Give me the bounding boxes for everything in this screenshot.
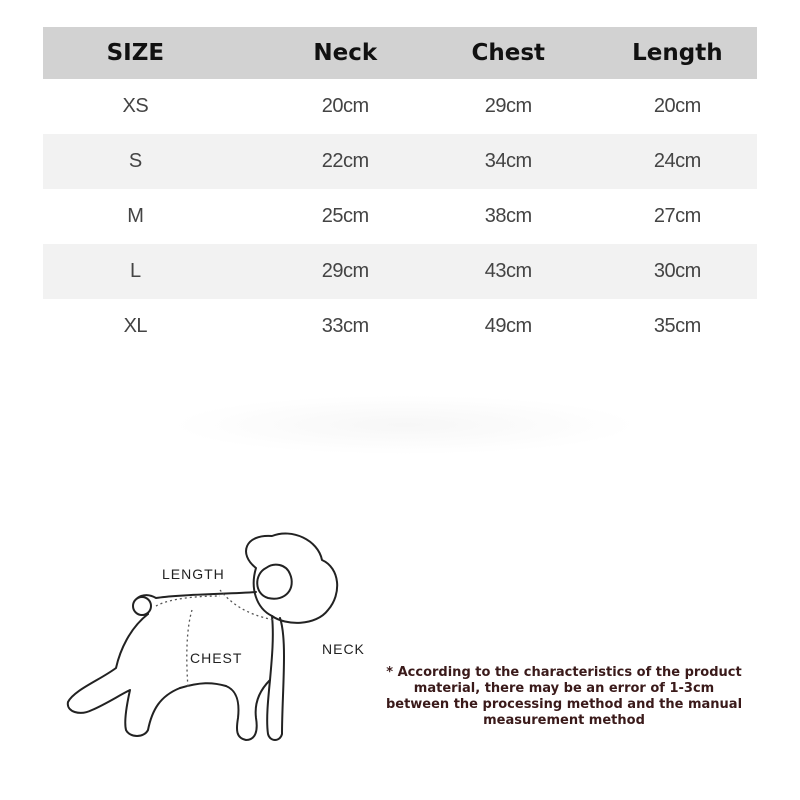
header-size: SIZE [43, 27, 272, 79]
chest-value: 29cm [484, 95, 532, 117]
dog-front-outline [267, 616, 284, 740]
length-value: 20cm [653, 95, 701, 117]
chest-measure-line [187, 610, 192, 688]
table-row [43, 79, 757, 134]
dog-rear-outline [68, 614, 180, 736]
table-row [43, 299, 757, 354]
chest-value: 43cm [419, 244, 598, 299]
length-value: 27cm [653, 205, 701, 227]
size-value: M [127, 205, 144, 227]
length-value: 35cm [653, 315, 701, 337]
header-chest: Chest [419, 27, 598, 79]
table-row [43, 244, 757, 299]
neck-value: 25cm [321, 205, 369, 227]
size-value: S [43, 134, 272, 189]
dog-back-outline [134, 592, 256, 615]
neck-value: 33cm [321, 315, 369, 337]
faded-watermark [170, 395, 640, 455]
size-value: XL [123, 315, 148, 337]
neck-value: 29cm [272, 244, 419, 299]
size-value: L [43, 244, 272, 299]
length-label: LENGTH [162, 566, 225, 582]
header-neck: Neck [272, 27, 419, 79]
chest-value: 49cm [484, 315, 532, 337]
dog-front-leg-inner [226, 680, 270, 740]
chest-value: 34cm [419, 134, 598, 189]
header-length: Length [598, 27, 757, 79]
length-value: 24cm [598, 134, 757, 189]
neck-value: 22cm [272, 134, 419, 189]
measurement-disclaimer: * According to the characteristics of the product material, there may be an error of 1-3cm between the processing method and the manual measurement method [385, 665, 743, 728]
table-row [43, 189, 757, 244]
dog-tail-tuft [133, 597, 151, 615]
dog-belly-outline [180, 683, 226, 688]
length-value: 30cm [598, 244, 757, 299]
table-row [43, 134, 757, 189]
dog-ear-outline [257, 565, 292, 599]
neck-label: NECK [322, 641, 365, 657]
size-value: XS [122, 95, 149, 117]
chest-value: 38cm [484, 205, 532, 227]
chest-label: CHEST [190, 650, 243, 666]
neck-measure-line [220, 590, 274, 620]
table-header-row [43, 27, 757, 79]
size-chart-table [43, 27, 757, 354]
neck-value: 20cm [321, 95, 369, 117]
